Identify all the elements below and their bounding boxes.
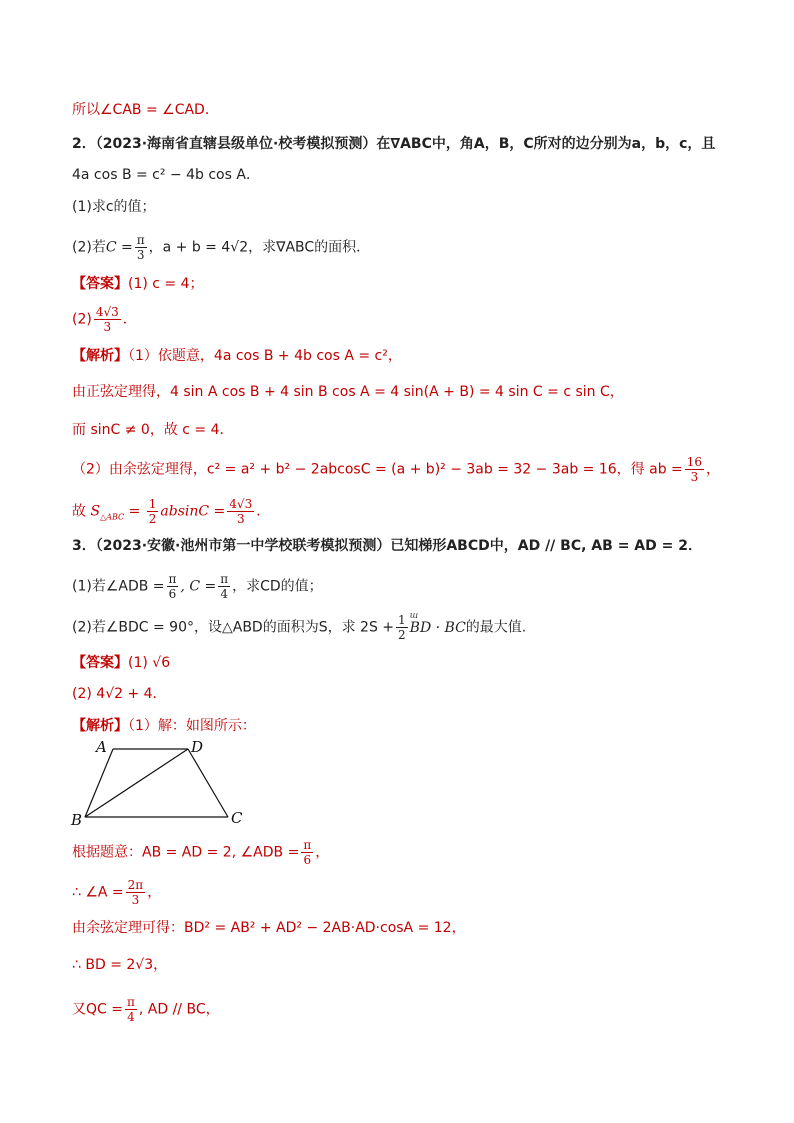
q3-part1: (1)若∠ADB = $\frac{\pi}{6}$ , C = $\frac{\pi}{4}$ ，求CD的值；	[72, 572, 323, 601]
label-c: C	[231, 809, 243, 827]
q3-analysis-6: 又QC = $\frac{\pi}{4}$ , AD // BC，	[72, 995, 220, 1024]
q3-analysis-1: 【解析】（1）解：如图所示：	[72, 718, 256, 734]
fraction: $\frac{1}{2}$	[148, 497, 157, 526]
trapezoid-figure	[68, 735, 253, 830]
q2-analysis-2: 由正弦定理得，4 sin A cos B + 4 sin B cos A = 4 sin(A + B) = 4 sin C = c sin C，	[72, 384, 624, 400]
label-b: B	[71, 811, 83, 829]
fraction: $\frac{\pi}{6}$	[303, 838, 312, 867]
fraction: $\frac{\pi}{3}$	[136, 233, 145, 262]
q3-analysis-3: ∴ ∠A = $\frac{2\pi}{3}$ ，	[72, 878, 162, 907]
q3-analysis-5: ∴ BD = 2√3，	[72, 957, 168, 973]
q2-equation: 4a cos B = c² − 4b cos A．	[72, 167, 260, 183]
q3-heading: 3．（2023·安徽·池州市第一中学校联考模拟预测）已知梯形ABCD中，AD // BC, AB = AD = 2．	[72, 538, 702, 554]
q2-analysis-5: 故 $S_{\triangle ABC}$ = $\frac{1}{2}$ absinC = $\frac{4√3}{3}$ ．	[72, 497, 271, 526]
fraction: $\frac{\pi}{6}$	[168, 572, 177, 601]
label-d: D	[191, 738, 204, 756]
q3-analysis-4: 由余弦定理可得：BD² = AB² + AD² − 2AB·AD·cosA = 12，	[72, 920, 466, 936]
fraction: $\frac{1}{2}$	[398, 613, 406, 642]
q3-analysis-2: 根据题意：AB = AD = 2, ∠ADB = $\frac{\pi}{6}$ ，	[72, 838, 330, 867]
q2-analysis-1: 【解析】（1）依题意，4a cos B + 4b cos A = c²，	[72, 348, 402, 364]
fraction: $\frac{2\pi}{3}$	[127, 878, 144, 907]
label-a: A	[96, 738, 107, 756]
q2-answer-2: (2) $\frac{4√3}{3}$ ．	[72, 305, 137, 334]
q3-answer-1: 【答案】(1) √6	[72, 655, 171, 671]
q3-part2: (2)若∠BDC = 90°，设△ABD的面积为S，求 2S + $\frac{1}{2}$ ш BD · BC的最大值.	[72, 613, 526, 642]
conclusion-line: 所以∠CAB = ∠CAD．	[72, 102, 219, 118]
q2-answer-1: 【答案】(1) c = 4；	[72, 276, 204, 292]
trapezoid-lines	[85, 749, 228, 817]
fraction: $\frac{\pi}{4}$	[220, 572, 229, 601]
q2-analysis-4: （2）由余弦定理得，c² = a² + b² − 2abcosC = (a + b)² − 3ab = 32 − 3ab = 16，得 ab = $\frac{16}{3}$ ，	[72, 455, 721, 484]
q3-answer-2: (2) 4√2 + 4．	[72, 686, 167, 702]
q2-analysis-3: 而 sinC ≠ 0，故 c = 4．	[72, 422, 234, 438]
q2-heading: 2．（2023·海南省直辖县级单位·校考模拟预测）在∇ABC中，角A，B，C所对的边分别为a，b，c，且	[72, 136, 716, 152]
q2-part2: (2)若C = $\frac{\pi}{3}$ ，a + b = 4√2，求∇ABC的面积．	[72, 233, 371, 262]
q2-part1: (1)求c的值；	[72, 199, 156, 215]
fraction: $\frac{16}{3}$	[686, 455, 703, 484]
fraction: $\frac{4√3}{3}$	[95, 305, 119, 334]
fraction: $\frac{4√3}{3}$	[229, 497, 253, 526]
fraction: $\frac{\pi}{4}$	[126, 995, 135, 1024]
